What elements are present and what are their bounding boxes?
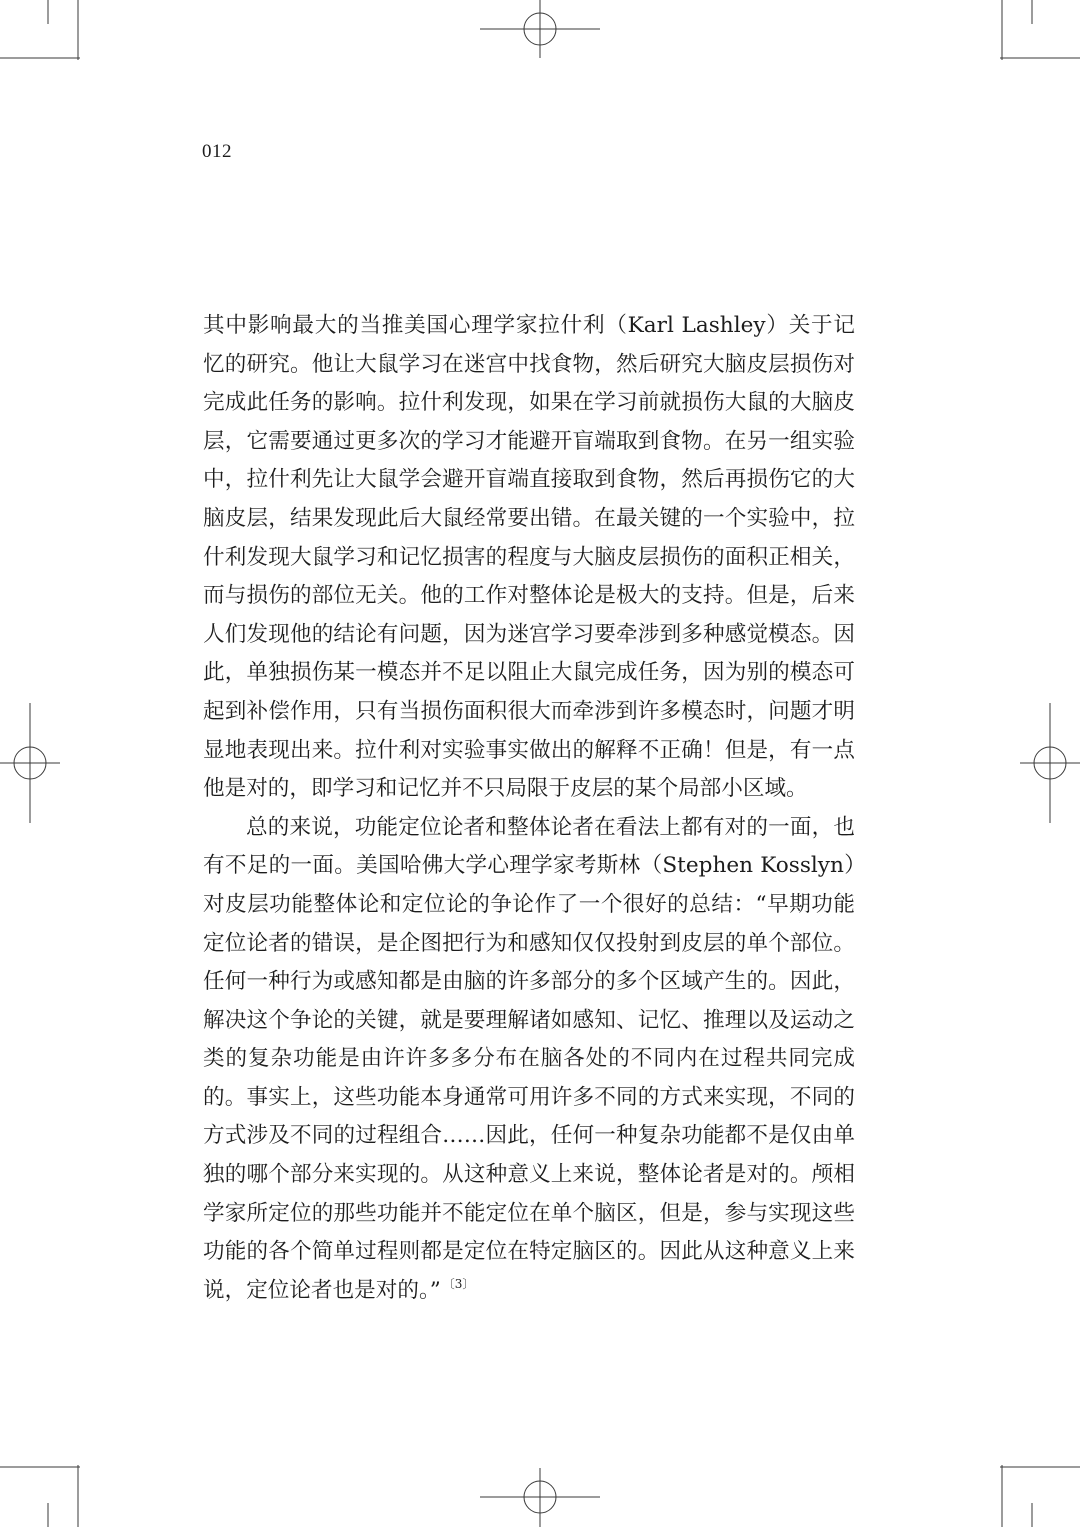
paragraph-lashley-study: 其中影响最大的当推美国心理学家拉什利（Karl Lashley）关于记忆的研究。他让大鼠学习在迷宫中找食物，然后研究大脑皮层损伤对完成此任务的影响。拉什利发现，如果在学习前就损伤大鼠的大脑皮层，它需要通过更多次的学习才能避开盲端取到食物。在另一组实验中，拉什利先让大鼠学会避开盲端直接取到食物，然后再损伤它的大脑皮层，结果发现此后大鼠经常要出错。在最关键的一个实验中，拉什利发现大鼠学习和记忆损害的程度与大脑皮层损伤的面积正相关，而与损伤的部位无关。他的工作对整体论是极大的支持。但是，后来人们发现他的结论有问题，因为迷宫学习要牵涉到多种感觉模态。因此，单独损伤某一模态并不足以阻止大鼠完成任务，因为别的模态可起到补偿作用，只有当损伤面积很大而牵涉到许多模态时，问题才明显地表现出来。拉什利对实验事实做出的解释不正确！但是，有一点他是对的，即学习和记忆并不只局限于皮层的某个局部小区域。 (203, 313, 855, 802)
body-text (203, 307, 855, 1310)
registration-mark-top (480, 0, 600, 58)
crop-mark-top-right (1000, 0, 1080, 60)
page-number: 012 (202, 141, 232, 162)
crop-mark-bottom-left (0, 1465, 80, 1527)
crop-mark-top-left (0, 0, 80, 60)
registration-mark-right (1020, 703, 1080, 823)
paragraph-kosslyn-summary (203, 809, 855, 1311)
crop-mark-bottom-right (1000, 1465, 1080, 1527)
paragraph-kosslyn-text: 总的来说，功能定位论者和整体论者在看法上都有对的一面，也有不足的一面。美国哈佛大学心理学家考斯林（Stephen Kosslyn）对皮层功能整体论和定位论的争论作了一个很好的总结：“早期功能定位论者的错误，是企图把行为和感知仅仅投射到皮层的单个部位。任何一种行为或感知都是由脑的许多部分的多个区域产生的。因此，解决这个争论的关键，就是要理解诸如感知、记忆、推理以及运动之类的复杂功能是由许许多多分布在脑各处的不同内在过程共同完成的。事实上，这些功能本身通常可用许多不同的方式来实现，不同的方式涉及不同的过程组合……因此，任何一种复杂功能都不是仅由单独的哪个部分来实现的。从这种意义上来说，整体论者是对的。颅相学家所定位的那些功能并不能定位在单个脑区，但是，参与实现这些功能的各个简单过程则都是定位在特定脑区的。因此从这种意义上来说，定位论者也是对的。” (203, 814, 855, 1303)
registration-mark-bottom (480, 1468, 600, 1527)
citation-reference[interactable]: 〔3〕 (442, 1276, 475, 1291)
registration-mark-left (0, 703, 60, 823)
